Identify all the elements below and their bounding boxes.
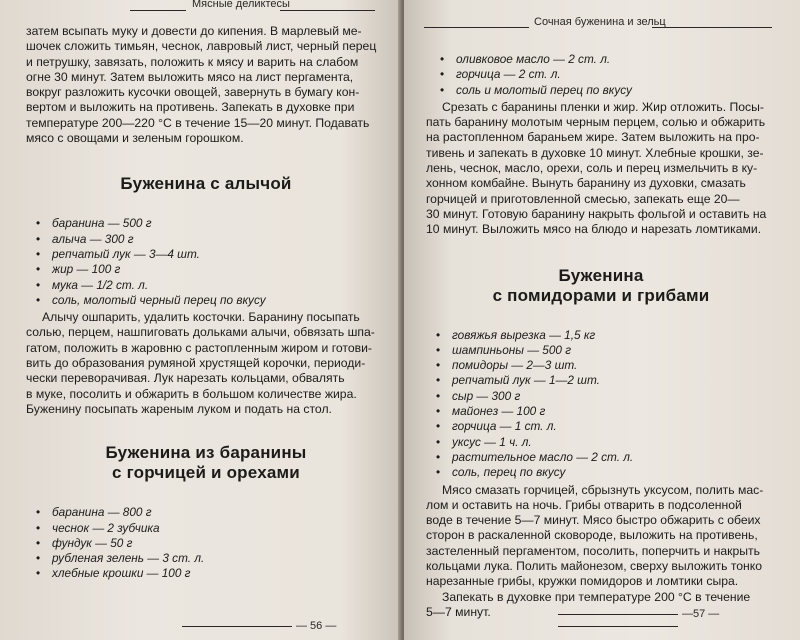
text-line: чески переворачивая. Лук нарезать кольцами, обвалять [26,371,345,386]
bullet-icon: • [436,373,441,388]
bullet-icon: • [36,292,41,307]
text-line: пать баранину молотым черным перцем, солью и обжарить [426,115,766,130]
bullet-icon: • [36,535,41,550]
ingredient-item: • сыр — 300 г [436,388,521,403]
text-line: Алычу ошпарить, удалить косточки. Баранину посыпать [42,310,360,325]
bullet-icon: • [440,67,445,82]
bullet-icon: • [436,449,441,464]
ingredient-item: • баранина — 800 г [36,505,152,520]
bullet-icon: • [436,388,441,403]
bullet-icon: • [436,419,441,434]
ingredient-item: • соль, молотый черный перец по вкусу [36,292,266,307]
bullet-icon: • [36,520,41,535]
ingredient-item: • баранина — 500 г [36,216,152,231]
folio-rule [182,626,292,627]
text-line: Буженину посыпать жареным луком и подать на стол. [26,401,332,416]
recipe-title-line: с горчицей и орехами [112,463,300,483]
right-running-head [424,0,774,28]
running-head-text: Сочная буженина и зельц [534,16,666,28]
text-line: температуре 200—220 °С в течение 15—20 минут. Подавать [26,115,370,130]
bullet-icon: • [36,277,41,292]
ingredient-item: • репчатый лук — 1—2 шт. [436,373,600,388]
recipe-method [426,483,776,621]
bullet-icon: • [440,52,445,66]
bullet-icon: • [436,342,441,357]
text-line: шочек сложить тимьян, чеснок, лавровый лист, черный перец [26,39,377,54]
text-line: в муке, посолить и обжарить в большом количестве жира. [26,386,357,401]
ingredient-item: • чеснок — 2 зубчика [36,520,160,535]
bullet-icon: • [436,465,441,480]
text-line: лень, чеснок, масло, орехи, соль и перец измельчить в ку- [426,161,758,176]
folio-rule [558,614,678,615]
page-number-text: —57 — [682,608,720,620]
ingredient-list [26,505,386,581]
text-line: Запекать в духовке при температуре 200 °С в течение [442,589,751,604]
text-line: вить до образования румяной хрустящей корочки, периоди- [26,356,366,371]
ingredient-item: • говяжья вырезка — 1,5 кг [436,327,596,342]
bullet-icon: • [36,216,41,231]
text-line: 10 минут. Выложить мясо на блюдо и нарезать ломтиками. [426,222,762,237]
recipe-title-line: Буженина из баранины [105,443,307,463]
recipe-title-line: с помидорами и грибами [492,285,710,305]
bullet-icon: • [36,262,41,277]
running-head-rule [652,27,772,28]
ingredient-item: • помидоры — 2—3 шт. [436,358,578,373]
running-head-rule [424,27,529,28]
text-line: и петрушку, завязать, положить к мясу и варить на слабом [26,54,359,69]
text-line: огне 30 минут. Затем выложить мясо на лист пергамента, [26,69,354,84]
recipe-title-line: Буженина [558,265,644,285]
bullet-icon: • [36,231,41,246]
left-page-content [26,24,386,582]
ingredient-list [426,52,776,98]
running-head-text: Мясные деликтесы [192,0,290,10]
bullet-icon: • [436,404,441,419]
ingredient-item: • репчатый лук — 3—4 шт. [36,246,200,261]
ingredient-item: • фундук — 50 г [36,535,133,550]
text-line: вертом и выложить на противень. Запекать в духовке при [26,100,355,115]
ingredient-item: • майонез — 100 г [436,404,546,419]
text-line: нарезанные грибы, кружки помидоров и ломтики сыра. [426,574,739,589]
text-line: вокруг разложить кусочки овощей, завернуть в бумагу кон- [26,85,360,100]
ingredient-item: • алыча — 300 г [36,231,134,246]
bullet-icon: • [436,434,441,449]
page-number [178,620,336,632]
text-line: солью, перцем, нашпиговать дольками алычи, обвязать шпа- [26,325,375,340]
text-line: гатом, положить в жаровню с растопленным жиром и готови- [26,340,372,355]
recipe-title: Буженина с алычой [120,174,292,194]
ingredient-item: • горчица — 1 ст. л. [436,419,557,434]
text-line: 30 минут. Готовую баранину накрыть фольгой и оставить на [426,206,767,221]
recipe-method [426,100,776,238]
text-line: застеленный пергаментом, посолить, поперчить и накрыть [426,543,760,558]
recipe-method [26,310,386,417]
bullet-icon: • [36,551,41,566]
bullet-icon: • [436,327,441,342]
ingredient-item: • шампиньоны — 500 г [436,342,572,357]
text-line: сторон в раскаленной сковороде, выложить на противень, [426,528,758,543]
bullet-icon: • [436,358,441,373]
recipe-title [426,266,776,306]
intro-paragraph [26,24,386,146]
right-page [404,0,800,640]
bullet-icon: • [36,505,41,520]
text-line: хонном комбайне. Вынуть баранину из духовки, смазать [426,176,746,191]
text-line: на растопленном бараньем жире. Затем выложить на про- [426,130,760,145]
ingredient-list [26,216,386,308]
bullet-icon: • [36,566,41,581]
page-number [554,608,800,632]
ingredient-item: • соль, перец по вкусу [436,465,566,480]
text-line: тивень и запекать в духовке 10 минут. Хлебные крошки, зе- [426,145,764,160]
ingredient-item: • рубленая зелень — 3 ст. л. [36,551,205,566]
text-line: мясо с овощами и зеленым горошком. [26,131,244,146]
text-line: лом и оставить на ночь. Грибы отварить в подсоленной [426,497,742,512]
text-line: Мясо смазать горчицей, сбрызнуть уксусом, полить мас- [442,482,764,497]
text-line: кольцами лука. Полить майонезом, сверху выложить тонко [426,559,763,574]
ingredient-item: • уксус — 1 ч. л. [436,434,532,449]
left-running-head [130,0,380,14]
ingredient-item: • растительное масло — 2 ст. л. [436,449,634,464]
text-line: 5—7 минут. [426,604,491,619]
ingredient-item: • мука — 1/2 ст. л. [36,277,149,292]
ingredient-item: • оливковое масло — 2 ст. л. [440,52,611,66]
ingredient-list [426,328,776,481]
bullet-icon: • [440,82,445,97]
running-head-rule [280,10,375,11]
recipe-title [26,443,386,483]
ingredient-item: • жир — 100 г [36,262,121,277]
ingredient-item: • хлебные крошки — 100 г [36,566,191,581]
text-line: воде в течение 5—7 минут. Мясо быстро обжарить с обеих [426,513,761,528]
folio-rule [558,626,678,627]
text-line: затем всыпать муку и довести до кипения. В марлевый ме- [26,24,362,38]
ingredient-item: • горчица — 2 ст. л. [440,67,561,82]
bullet-icon: • [36,246,41,261]
text-line: горчицей и приготовленной смесью, запекать еще 20— [426,191,740,206]
ingredient-item: • соль и молотый перец по вкусу [440,82,632,97]
text-line: Срезать с баранины пленки и жир. Жир отложить. Посы- [442,99,764,114]
right-page-content [426,52,776,620]
running-head-rule [130,10,186,11]
page-number-text: — 56 — [296,620,337,632]
